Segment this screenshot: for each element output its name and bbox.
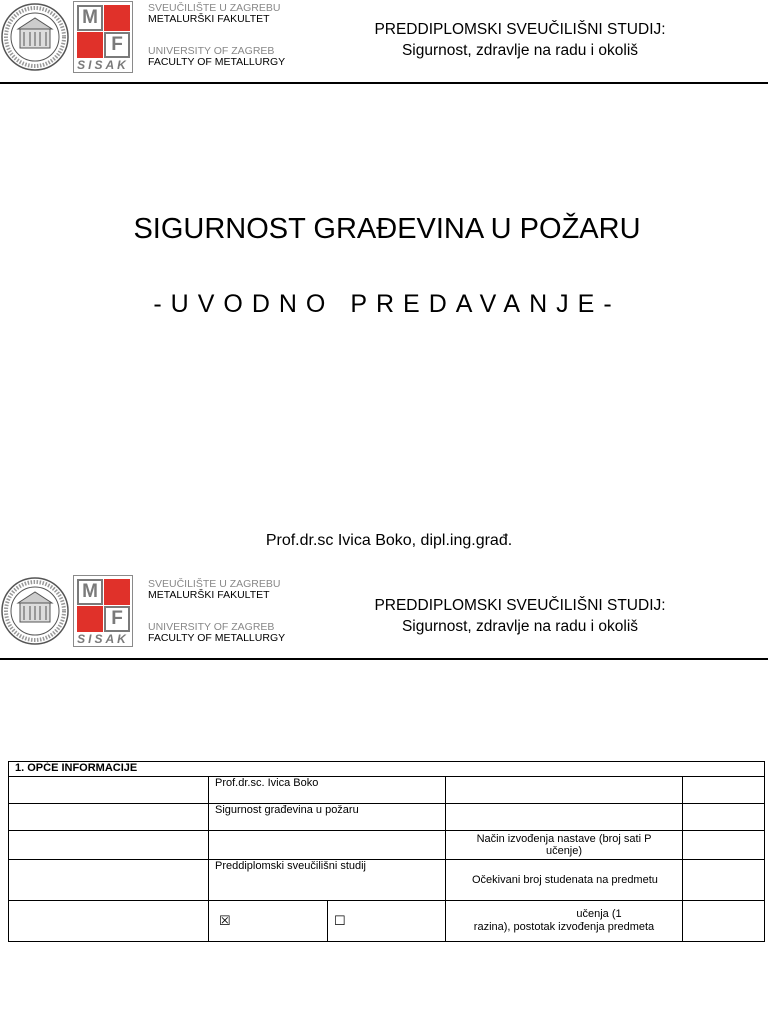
slide-header	[0, 574, 768, 658]
university-seal-icon	[0, 576, 70, 646]
faculty-logo	[73, 575, 133, 647]
faculty-name-en: FACULTY OF METALLURGY	[148, 632, 286, 644]
slide-header	[0, 0, 768, 84]
logo-letter-m: M	[82, 581, 98, 602]
faculty-name-en: FACULTY OF METALLURGY	[148, 56, 286, 68]
table-heading-row	[9, 762, 765, 777]
checkbox-checked[interactable]: ☒	[219, 913, 231, 928]
logo-sisak-text: SISAK	[74, 59, 132, 72]
logo-letter-f: F	[111, 34, 123, 55]
level-line-2: razina), postotak izvođenja predmeta	[473, 921, 655, 933]
study-program	[360, 19, 680, 61]
study-line-2: Sigurnost, zdravlje na radu i okoliš	[401, 42, 639, 59]
slide-subtitle: -UVODNO PREDAVANJE-	[153, 290, 621, 318]
university-name-hr: SVEUČILIŠTE U ZAGREBU	[148, 2, 281, 14]
header-divider	[0, 658, 768, 660]
general-info-table	[8, 761, 765, 942]
table-row	[9, 804, 765, 831]
university-seal-icon	[0, 2, 70, 72]
slide-author: Prof.dr.sc Ivica Boko, dipl.ing.građ.	[265, 532, 513, 549]
faculty-name-hr: METALURŠKI FAKULTET	[148, 589, 270, 601]
slide-title: SIGURNOST GRAĐEVINA U POŽARU	[133, 213, 641, 245]
study-program	[360, 595, 680, 637]
logo-letter-f: F	[111, 608, 123, 629]
study-cell: Preddiplomski sveučilišni studij	[209, 860, 446, 901]
university-name-en: UNIVERSITY OF ZAGREB	[148, 621, 275, 633]
course-cell: Sigurnost građevina u požaru	[209, 804, 446, 831]
university-name-hr: SVEUČILIŠTE U ZAGREBU	[148, 578, 281, 590]
table-row	[9, 901, 765, 942]
table-row	[9, 777, 765, 804]
faculty-logo	[73, 1, 133, 73]
study-line-1: PREDDIPLOMSKI SVEUČILIŠNI STUDIJ:	[374, 597, 666, 614]
header-divider	[0, 82, 768, 84]
table-row	[9, 860, 765, 901]
delivery-cell: Način izvođenja nastave (broj sati P učenje)	[446, 831, 683, 860]
study-line-2: Sigurnost, zdravlje na radu i okoliš	[401, 618, 639, 635]
study-line-1: PREDDIPLOMSKI SVEUČILIŠNI STUDIJ:	[374, 21, 666, 38]
level-line-1: učenja (1	[576, 908, 622, 920]
logo-sisak-text: SISAK	[74, 633, 132, 646]
university-name-en: UNIVERSITY OF ZAGREB	[148, 45, 275, 57]
faculty-name-hr: METALURŠKI FAKULTET	[148, 13, 270, 25]
teacher-cell: Prof.dr.sc. Ivica Boko	[209, 777, 446, 804]
table-row	[9, 831, 765, 860]
logo-letter-m: M	[82, 7, 98, 28]
students-cell: Očekivani broj studenata na predmetu	[446, 860, 683, 901]
checkbox-unchecked[interactable]: ☐	[334, 913, 346, 928]
table-heading: 1. OPĆE INFORMACIJE	[9, 762, 765, 777]
